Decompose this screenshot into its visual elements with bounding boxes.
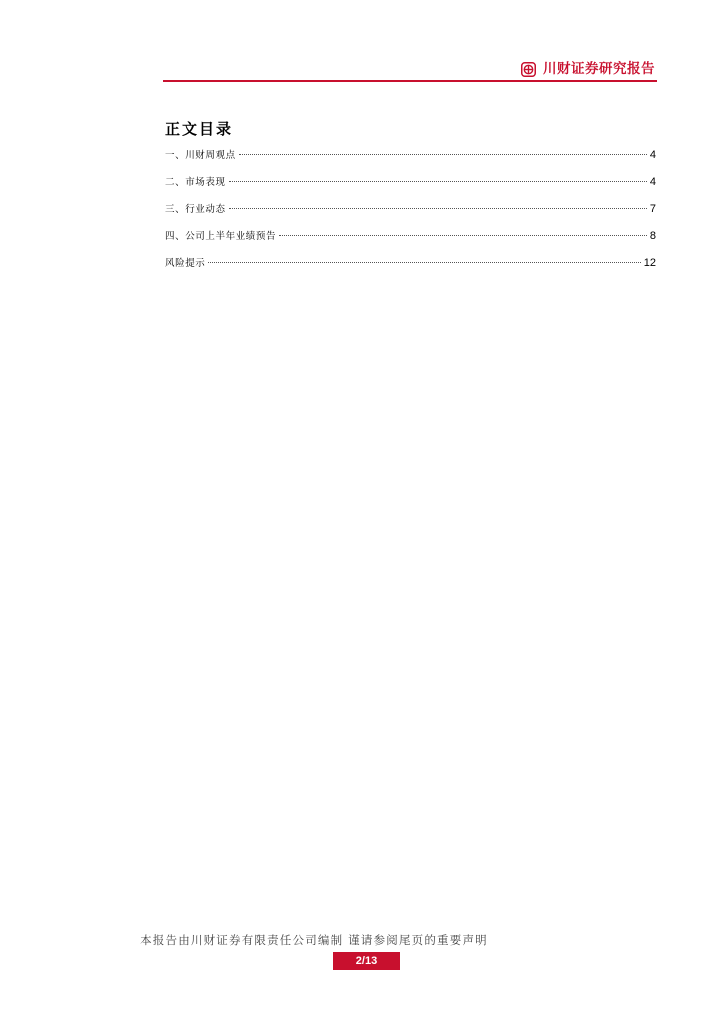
toc-item[interactable]: [165, 147, 656, 174]
toc-dot-leader: [239, 154, 647, 155]
toc-item-page: 12: [643, 257, 656, 269]
toc-item-label: 四、公司上半年业绩预告: [165, 231, 277, 242]
footer-disclaimer: [0, 932, 724, 948]
toc-title: 正文目录: [165, 120, 234, 138]
header-divider: [163, 80, 657, 82]
toc-dot-leader: [229, 208, 647, 209]
brand: [521, 60, 655, 78]
chuancai-logo-icon: [521, 62, 536, 77]
page-number-badge: 2/13: [333, 952, 400, 970]
toc-item[interactable]: [165, 255, 656, 282]
toc-list: [165, 147, 656, 282]
toc-dot-leader: [279, 235, 647, 236]
toc-item[interactable]: [165, 201, 656, 228]
toc-item[interactable]: [165, 228, 656, 255]
toc-item-label: 一、川财周观点: [165, 150, 236, 161]
brand-title: 川财证券研究报告: [543, 61, 655, 77]
toc-item-label: 三、行业动态: [165, 204, 226, 215]
toc-item[interactable]: [165, 174, 656, 201]
toc-dot-leader: [208, 262, 640, 263]
footer-disclaimer-text: 本报告由川财证券有限责任公司编制 谨请参阅尾页的重要声明: [140, 933, 488, 947]
toc-dot-leader: [229, 181, 647, 182]
toc-item-page: 8: [649, 230, 656, 242]
toc-item-page: 4: [649, 176, 656, 188]
toc-item-page: 4: [649, 149, 656, 161]
toc-item-label: 风险提示: [165, 258, 206, 269]
toc-item-label: 二、市场表现: [165, 177, 226, 188]
page-header: [163, 58, 657, 84]
toc-item-page: 7: [649, 203, 656, 215]
